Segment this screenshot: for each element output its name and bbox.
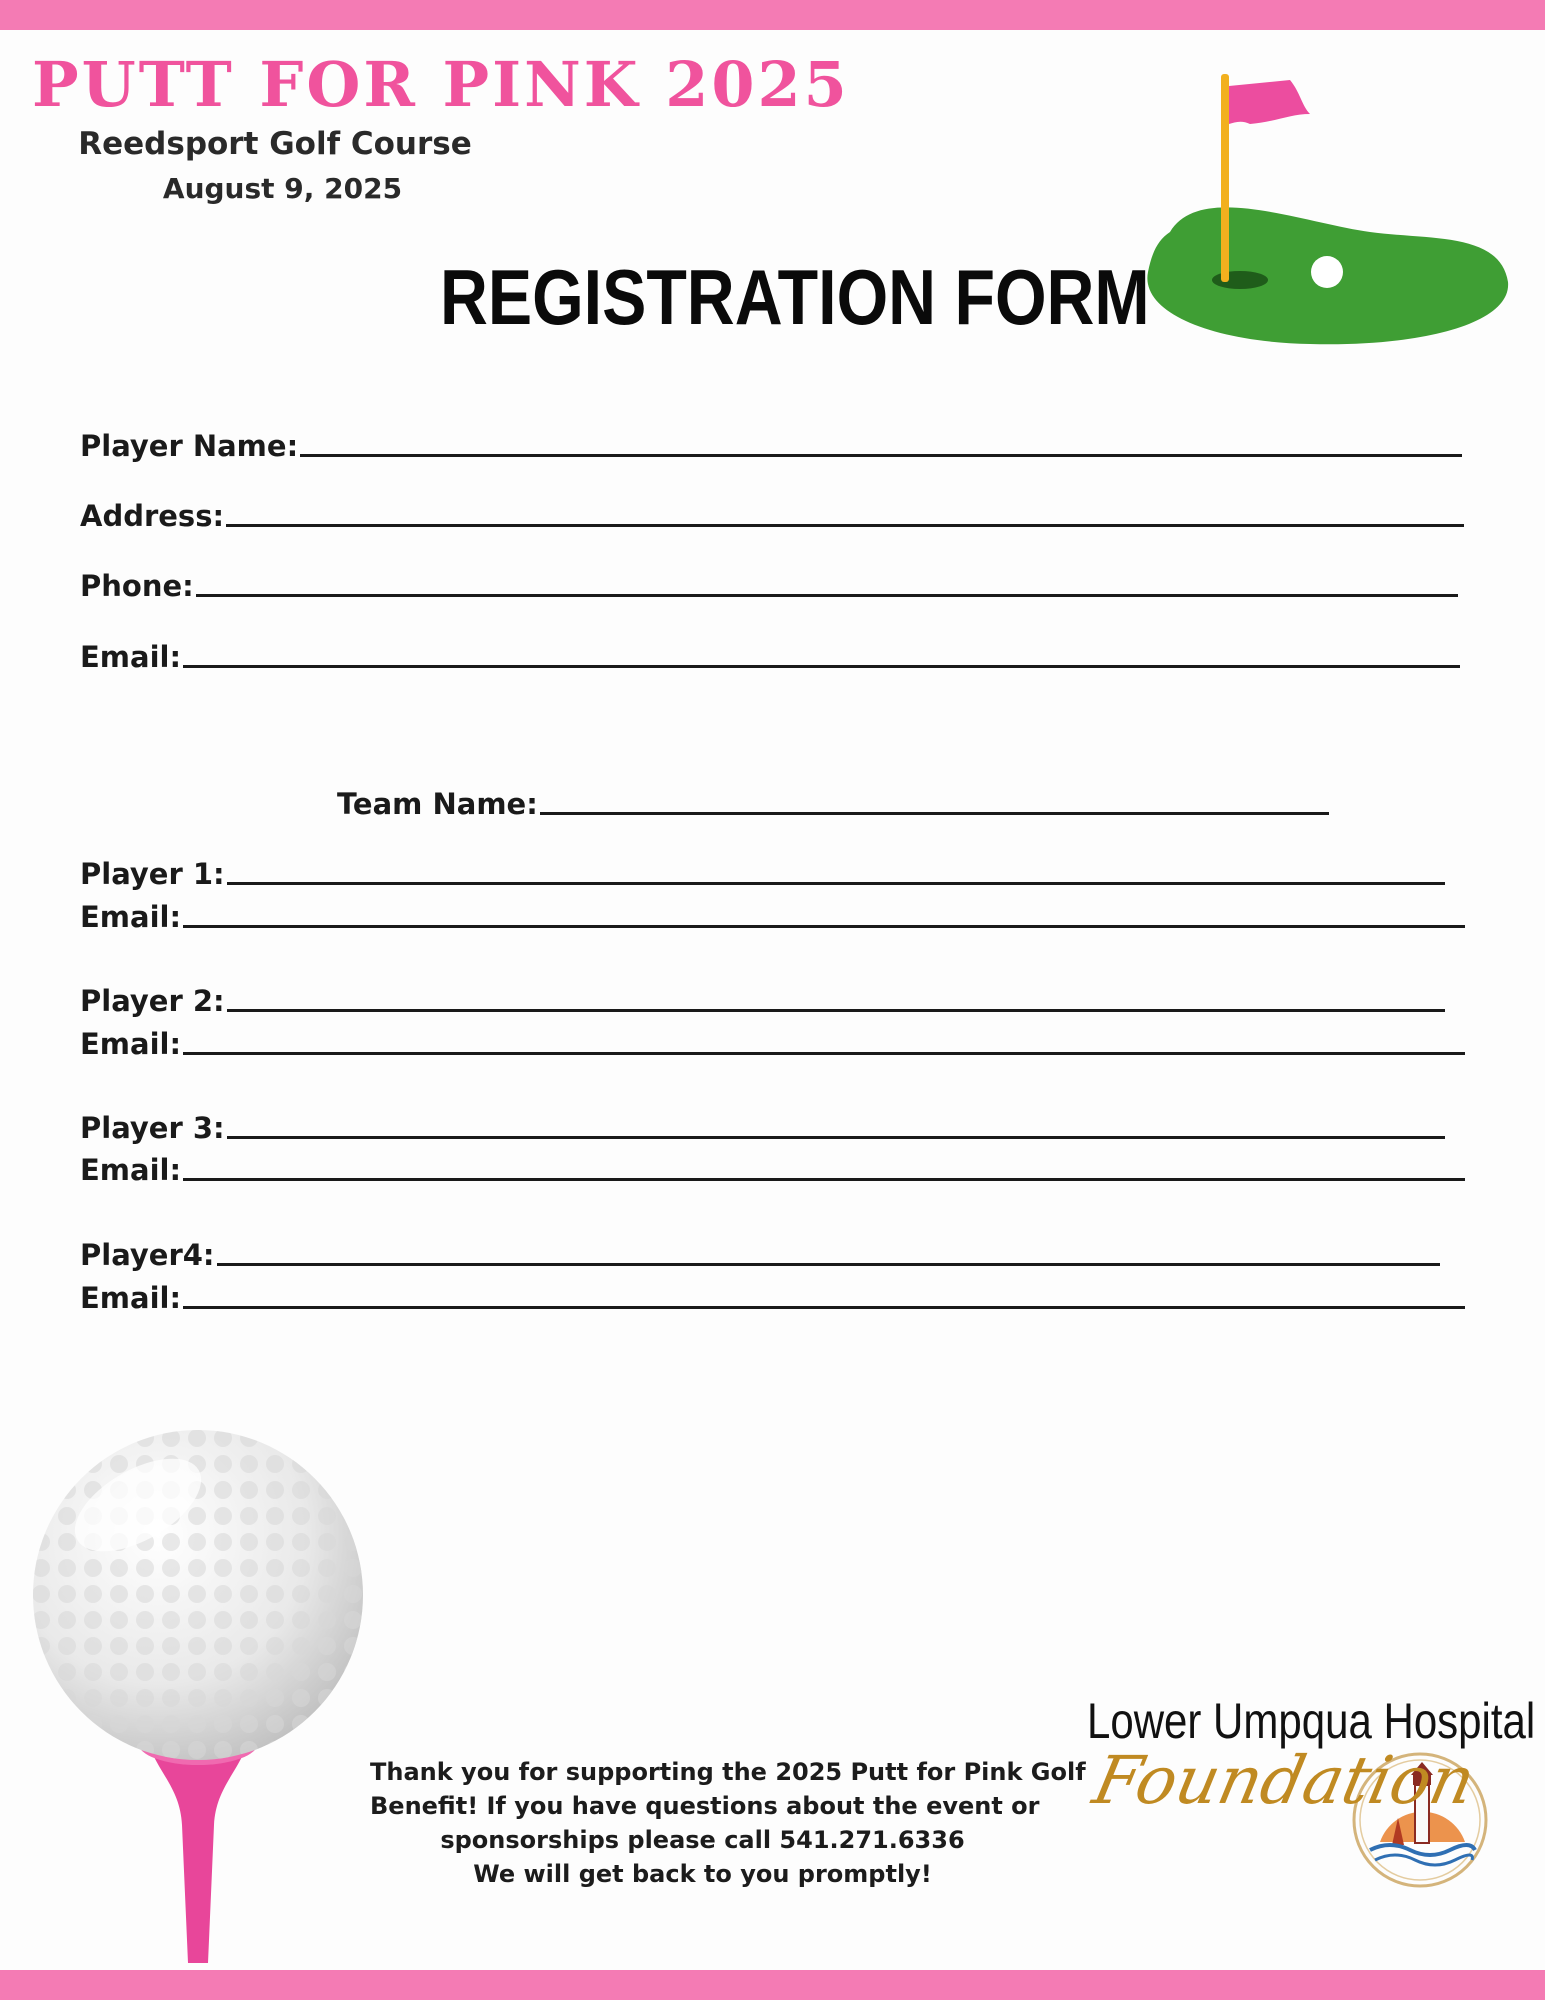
- event-title: PUTT FOR PINK 2025: [32, 48, 850, 121]
- top-pink-band: [0, 0, 1545, 30]
- player-1-field[interactable]: [80, 853, 1445, 891]
- foundation-script-text: Foundation: [1086, 1742, 1482, 1819]
- footer-line-4: We will get back to you promptly!: [473, 1860, 932, 1888]
- footer-line-2: Benefit! If you have questions about the event or: [370, 1792, 1040, 1820]
- event-date: August 9, 2025: [162, 172, 403, 205]
- player-2-field[interactable]: [80, 980, 1445, 1018]
- player-4-email-field[interactable]: [80, 1277, 1465, 1315]
- email-label: Email:: [80, 640, 182, 674]
- player-2-email-line[interactable]: [183, 1052, 1465, 1055]
- player-4-email-label: Email:: [80, 1281, 182, 1315]
- venue-name: Reedsport Golf Course: [78, 126, 472, 162]
- team-name-field[interactable]: [337, 783, 1329, 821]
- player-name-line[interactable]: [300, 454, 1462, 457]
- player-1-email-field[interactable]: [80, 896, 1465, 934]
- foundation-name: Lower Umpqua Hospital: [1087, 1693, 1536, 1749]
- player-2-line[interactable]: [227, 1009, 1445, 1012]
- bottom-pink-band: [0, 1970, 1545, 2000]
- player-3-email-line[interactable]: [183, 1178, 1465, 1181]
- player-name-label: Player Name:: [80, 429, 299, 463]
- footer-line-1: Thank you for supporting the 2025 Putt for Pink Golf: [370, 1758, 1086, 1786]
- address-field[interactable]: [80, 495, 1464, 533]
- phone-label: Phone:: [80, 569, 194, 603]
- phone-line[interactable]: [196, 594, 1458, 597]
- player-3-label: Player 3:: [80, 1111, 225, 1145]
- player-3-email-label: Email:: [80, 1153, 182, 1187]
- golf-ball-on-tee-icon: [28, 1425, 368, 1970]
- player-2-email-field[interactable]: [80, 1023, 1465, 1061]
- player-1-label: Player 1:: [80, 857, 225, 891]
- phone-field[interactable]: [80, 565, 1458, 603]
- address-label: Address:: [80, 499, 225, 533]
- player-4-line[interactable]: [217, 1263, 1440, 1266]
- golf-flag-green-icon: [1140, 62, 1520, 352]
- team-name-line[interactable]: [540, 812, 1329, 815]
- player-4-field[interactable]: [80, 1234, 1440, 1272]
- form-title: REGISTRATION FORM: [440, 253, 1150, 341]
- player-2-email-label: Email:: [80, 1027, 182, 1061]
- player-1-line[interactable]: [227, 882, 1445, 885]
- address-line[interactable]: [226, 524, 1464, 527]
- team-name-label: Team Name:: [337, 787, 538, 821]
- email-field[interactable]: [80, 636, 1460, 674]
- player-name-field[interactable]: [80, 425, 1462, 463]
- footer-line-3: sponsorships please call 541.271.6336: [440, 1826, 965, 1854]
- player-2-label: Player 2:: [80, 984, 225, 1018]
- player-3-email-field[interactable]: [80, 1149, 1465, 1187]
- player-3-line[interactable]: [227, 1136, 1445, 1139]
- player-1-email-label: Email:: [80, 900, 182, 934]
- footer-thank-you-note: [370, 1755, 1086, 1891]
- player-4-label: Player4:: [80, 1238, 215, 1272]
- player-3-field[interactable]: [80, 1107, 1445, 1145]
- player-1-email-line[interactable]: [183, 925, 1465, 928]
- email-line[interactable]: [183, 665, 1460, 668]
- player-4-email-line[interactable]: [183, 1306, 1465, 1309]
